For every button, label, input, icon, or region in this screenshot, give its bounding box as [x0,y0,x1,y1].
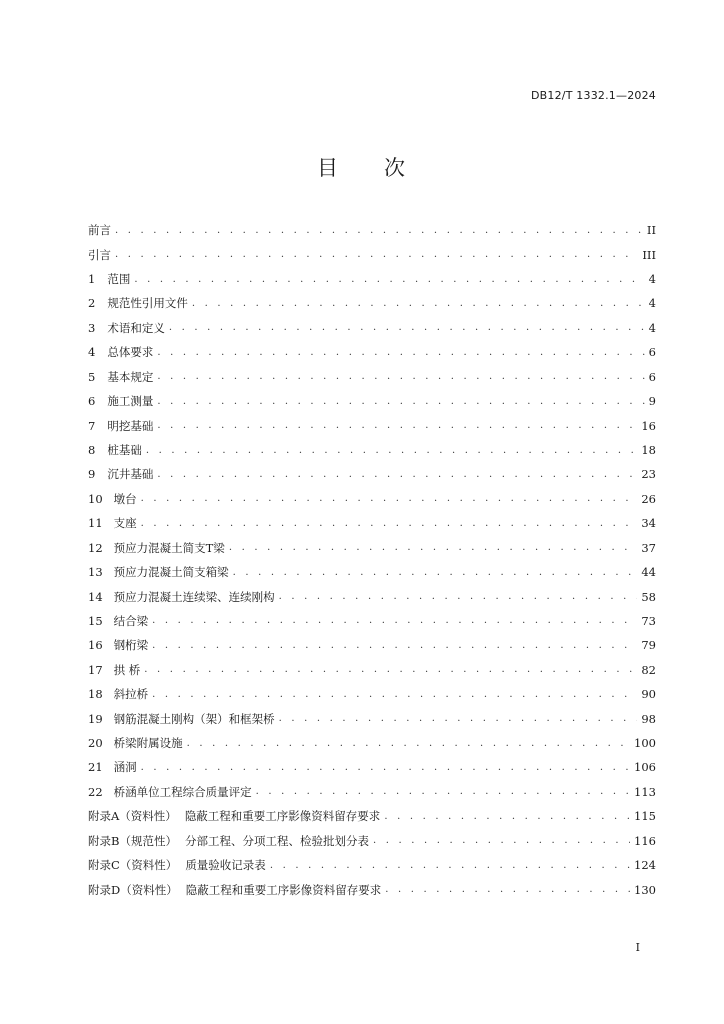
toc-entry[interactable] [88,584,656,608]
toc-entry[interactable] [88,535,656,559]
toc-entry[interactable] [88,218,656,242]
toc-entry-label: 桥梁附属设施 [113,736,183,751]
toc-entry[interactable] [88,560,656,584]
toc-entry-number: 15 [88,613,103,628]
toc-entry[interactable] [88,365,656,389]
toc-entry-page: III [642,247,656,262]
toc-entry[interactable] [88,511,656,535]
toc-leader-dots [152,640,637,651]
toc-entry-page: 79 [641,638,656,653]
toc-entry-number: 附录B（规范性） [88,833,177,848]
toc-leader-dots [157,396,644,407]
toc-entry-label: 沉井基础 [107,467,154,482]
toc-leader-dots [115,225,643,236]
toc-leader-dots [157,371,644,382]
toc-entry-page: 115 [634,809,656,824]
page-number: I [635,941,640,954]
toc-entry-label: 引言 [88,247,111,262]
toc-entry-page: 100 [634,736,656,751]
toc-entry-page: 9 [648,394,656,409]
toc-leader-dots [141,493,638,504]
toc-entry-number: 7 [88,418,96,433]
toc-leader-dots [134,274,644,285]
toc-leader-dots [141,762,630,773]
toc-entry-label: 钢筋混凝土刚构（架）和框架桥 [113,711,275,726]
toc-title-part1: 目 [317,156,340,180]
toc-entry[interactable] [88,462,656,486]
toc-leader-dots [229,542,638,553]
toc-entry-page: 44 [641,565,656,580]
toc-entry-page: 116 [634,833,656,848]
toc-entry-number: 14 [88,589,103,604]
toc-entry-label: 分部工程、分项工程、检验批划分表 [184,833,369,848]
toc-leader-dots [152,615,637,626]
toc-entry[interactable] [88,389,656,413]
toc-entry-number: 4 [88,345,96,360]
toc-entry[interactable] [88,658,656,682]
toc-entry[interactable] [88,829,656,853]
toc-leader-dots [144,664,637,675]
toc-entry-label: 斜拉桥 [113,687,149,702]
toc-leader-dots [146,445,638,456]
toc-leader-dots [157,469,637,480]
toc-entry[interactable] [88,853,656,877]
toc-entry-label: 术语和定义 [107,320,165,335]
toc-entry-label: 涵洞 [113,760,137,775]
toc-entry-page: 90 [641,687,656,702]
toc-entry[interactable] [88,609,656,633]
toc-entry[interactable] [88,633,656,657]
toc-entry-label: 质量验收记录表 [185,858,266,873]
toc-entry-number: 附录A（资料性） [88,809,177,824]
toc-entry-page: 37 [641,540,656,555]
toc-entry-number: 附录D（资料性） [88,882,178,897]
toc-leader-dots [373,835,630,846]
toc-entry-label: 桩基础 [107,443,142,457]
toc-entry-number: 17 [88,662,103,677]
toc-leader-dots [157,347,644,358]
toc-entry-page: 4 [648,272,656,287]
toc-entry[interactable] [88,682,656,706]
document-code: DB12/T 1332.1—2024 [530,89,656,102]
toc-entry[interactable] [88,413,656,437]
toc-entry-label: 桥涵单位工程综合质量评定 [113,784,252,799]
toc-entry-page: 23 [641,467,656,482]
toc-entry-page: 106 [634,760,656,775]
toc-entry-page: 16 [641,418,656,433]
toc-entry-number: 9 [88,467,96,482]
toc-leader-dots [279,713,638,724]
toc-entry-page: 6 [648,345,656,360]
toc-entry-number: 10 [88,491,103,506]
toc-leader-dots [279,591,638,602]
toc-leader-dots [115,249,638,260]
toc-entry-number: 22 [88,784,103,799]
toc-leader-dots [385,884,630,895]
toc-entry[interactable] [88,438,656,462]
table-of-contents [88,218,656,902]
toc-leader-dots [157,420,637,431]
toc-title [0,152,724,182]
toc-entry-page: 124 [634,858,656,873]
toc-entry[interactable] [88,316,656,340]
toc-entry-label: 钢桁梁 [113,638,149,653]
toc-leader-dots [384,811,630,822]
toc-entry-label: 前言 [88,223,111,238]
toc-entry-page: 4 [648,296,656,311]
toc-entry-label: 总体要求 [107,345,154,360]
toc-entry-label: 墩台 [113,491,137,506]
toc-entry-label: 预应力混凝土简支T梁 [113,540,225,555]
toc-entry-number: 1 [88,272,96,287]
toc-leader-dots [270,860,630,871]
toc-entry[interactable] [88,755,656,779]
toc-entry-number: 16 [88,638,103,653]
toc-entry[interactable] [88,487,656,511]
toc-entry-label: 拱 桥 [113,662,141,677]
toc-entry-label: 施工测量 [107,394,154,409]
toc-entry-number: 6 [88,394,96,409]
toc-leader-dots [233,567,638,578]
toc-entry-label: 隐蔽工程和重要工序影像资料留存要求 [184,809,381,824]
toc-entry-number: 13 [88,565,103,580]
toc-entry-label: 规范性引用文件 [107,296,188,311]
toc-entry-label: 结合梁 [113,613,149,628]
toc-entry[interactable] [88,340,656,364]
toc-entry-number: 19 [88,711,103,726]
toc-entry-page: 113 [634,784,656,799]
toc-entry-number: 附录C（资料性） [88,858,178,873]
toc-entry-label: 范围 [107,272,131,287]
toc-entry-number: 18 [88,687,103,702]
toc-entry-number: 8 [88,443,96,457]
toc-entry-page: 98 [641,711,656,726]
toc-entry-number: 2 [88,296,96,311]
toc-entry-number: 21 [88,760,103,775]
toc-entry-page: 26 [641,491,656,506]
toc-leader-dots [192,298,645,309]
toc-entry-label: 支座 [113,516,137,531]
toc-leader-dots [152,689,637,700]
toc-entry-page: 82 [641,662,656,677]
toc-entry-page: II [646,223,656,238]
toc-entry-page: 6 [648,369,656,384]
toc-entry[interactable] [88,706,656,730]
toc-entry-label: 预应力混凝土简支箱梁 [113,565,229,580]
toc-entry-label: 预应力混凝土连续梁、连续刚构 [113,589,275,604]
toc-entry-page: 58 [641,589,656,604]
toc-entry[interactable] [88,267,656,291]
toc-entry-number: 3 [88,320,96,335]
toc-entry-label: 基本规定 [107,369,154,384]
toc-entry-number: 12 [88,540,103,555]
toc-entry-number: 20 [88,736,103,751]
toc-entry-number: 11 [88,516,103,531]
toc-entry-page: 130 [634,882,656,897]
toc-entry-label: 隐蔽工程和重要工序影像资料留存要求 [185,882,382,897]
toc-entry[interactable] [88,804,656,828]
toc-leader-dots [187,738,630,749]
toc-entry[interactable] [88,731,656,755]
toc-entry[interactable] [88,780,656,804]
toc-entry-number: 5 [88,369,96,384]
toc-leader-dots [256,786,630,797]
toc-entry[interactable] [88,291,656,315]
toc-leader-dots [169,322,645,333]
toc-title-part2: 次 [384,156,407,180]
toc-entry-page: 34 [641,516,656,531]
toc-entry[interactable] [88,877,656,901]
toc-entry-page: 4 [648,320,656,335]
toc-leader-dots [141,518,638,529]
toc-entry[interactable] [88,242,656,266]
toc-entry-page: 18 [641,443,656,457]
toc-entry-label: 明挖基础 [107,418,154,433]
toc-entry-page: 73 [641,613,656,628]
